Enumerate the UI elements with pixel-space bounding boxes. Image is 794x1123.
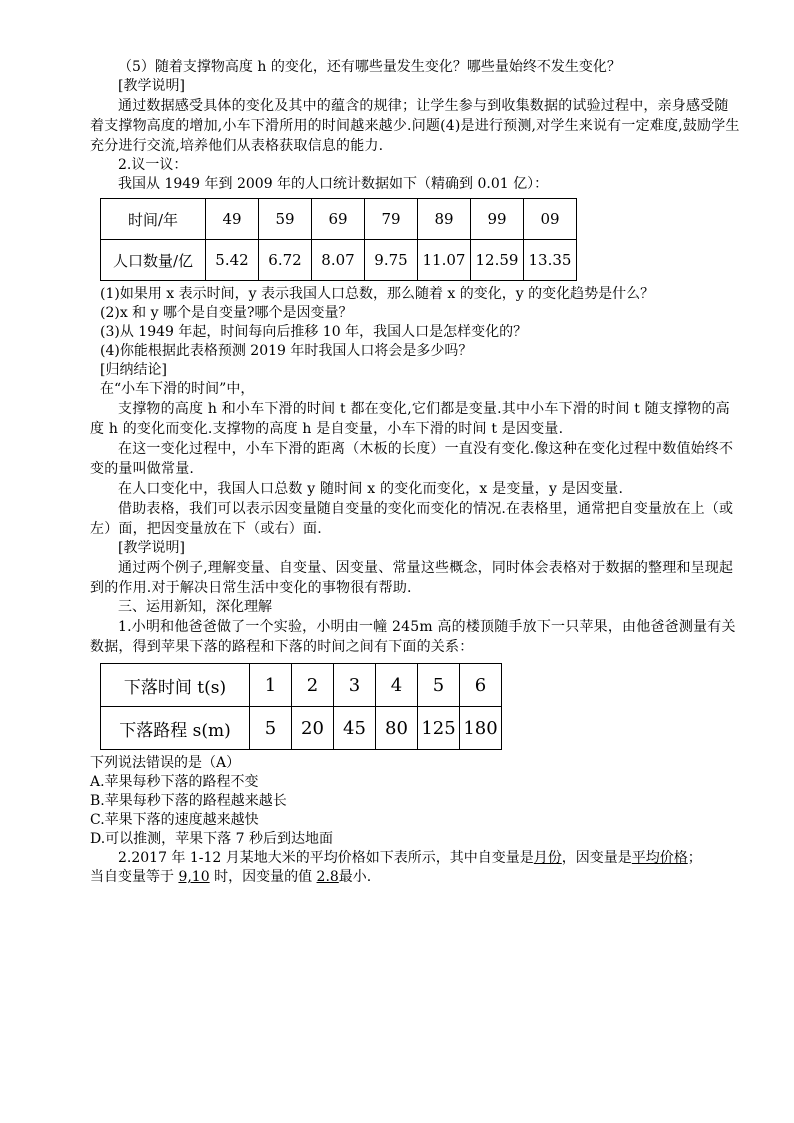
table-cell: 8.07 [312, 240, 365, 281]
table-cell: 3 [334, 664, 376, 707]
table-row [101, 240, 577, 281]
table-cell: 12.59 [471, 240, 524, 281]
teaching-note-heading: [教学说明] [118, 78, 185, 94]
option-c: C.苹果下落的速度越来越快 [90, 812, 259, 828]
conclusion-intro: 在“小车下滑的时间”中， [100, 381, 255, 397]
conclusion-paragraph-constant: 在这一变化过程中，小车下滑的距离（木板的长度）一直没有变化.像这种在变化过程中数值始终不变的量叫做常量. [90, 441, 734, 477]
teaching-note-paragraph: 通过数据感受具体的变化及其中的蕴含的规律；让学生参与到收集数据的试验过程中，亲身感受随着支撑物高度的增加,小车下滑所用的时间越来越少.问题(4)是进行预测,对学生来说有一定难度,鼓励学生充分进行交流,培养他们从表格获取信息的能力. [90, 98, 740, 154]
table-cell: 09 [524, 199, 577, 240]
section-heading-apply: 三、运用新知，深化理解 [118, 599, 272, 615]
document-page [90, 58, 740, 887]
conclusion-paragraph-table: 借助表格，我们可以表示因变量随自变量的变化而变化的情况.在表格里，通常把自变量放在上（或左）面，把因变量放在下（或右）面. [90, 501, 734, 537]
table-cell: 59 [259, 199, 312, 240]
table-row [101, 199, 577, 240]
teaching-note-heading-2: [教学说明] [118, 540, 185, 556]
option-a: A.苹果每秒下落的路程不变 [90, 774, 259, 790]
conclusion-heading: [归纳结论] [100, 362, 167, 378]
table-cell: 125 [418, 707, 460, 750]
table-cell: 89 [418, 199, 471, 240]
discussion-question-4: (4)你能根据此表格预测 2019 年时我国人口将会是多少吗？ [100, 343, 473, 359]
table-cell: 45 [334, 707, 376, 750]
answer-min-value: 2.8 [316, 869, 339, 885]
exercise-2-line-1: 2.2017 年 1-12 月某地大米的平均价格如下表所示，其中自变量是月份，因变量是平均价格； [118, 850, 702, 866]
table-cell: 80 [376, 707, 418, 750]
table-cell: 2 [292, 664, 334, 707]
table-cell: 6.72 [259, 240, 312, 281]
table-row [101, 707, 502, 750]
answer-independent-variable: 月份 [533, 850, 562, 866]
conclusion-paragraph-variables: 支撑物的高度 h 和小车下滑的时间 t 都在变化,它们都是变量.其中小车下滑的时间 t 随支撑物的高度 h 的变化而变化.支撑物的高度 h 是自变量，小车下滑的时间 t 是因变量. [90, 401, 730, 437]
table-cell: 5 [418, 664, 460, 707]
conclusion-paragraph-population: 在人口变化中，我国人口总数 y 随时间 x 的变化而变化，x 是变量，y 是因变量. [118, 481, 624, 497]
table-cell: 11.07 [418, 240, 471, 281]
discussion-question-1: (1)如果用 x 表示时间，y 表示我国人口总数，那么随着 x 的变化，y 的变化趋势是什么？ [100, 286, 655, 302]
table-cell: 79 [365, 199, 418, 240]
teaching-note-paragraph-2: 通过两个例子,理解变量、自变量、因变量、常量这些概念，同时体会表格对于数据的整理和呈现起到的作用.对于解决日常生活中变化的事物很有帮助. [90, 560, 734, 596]
row-header-distance: 下落路程 s(m) [101, 707, 250, 750]
table-cell: 20 [292, 707, 334, 750]
table-cell: 6 [460, 664, 502, 707]
table-cell: 13.35 [524, 240, 577, 281]
exercise-1-text: 1.小明和他爸爸做了一个实验，小明由一幢 245m 高的楼顶随手放下一只苹果，由他爸爸测量有关数据，得到苹果下落的路程和下落的时间之间有下面的关系： [90, 619, 736, 655]
table-cell: 180 [460, 707, 502, 750]
discussion-heading: 2.议一议： [118, 157, 188, 173]
discussion-question-3: (3)从 1949 年起，时间每向后推移 10 年，我国人口是怎样变化的？ [100, 324, 528, 340]
option-b: B.苹果每秒下落的路程越来越长 [90, 793, 287, 809]
row-header-year: 时间/年 [101, 199, 206, 240]
table-cell: 4 [376, 664, 418, 707]
question-5: （5）随着支撑物高度 h 的变化，还有哪些量发生变化？哪些量始终不发生变化？ [118, 59, 621, 75]
discussion-question-2: (2)x 和 y 哪个是自变量?哪个是因变量？ [100, 305, 353, 321]
exercise-1-prompt: 下列说法错误的是（A） [90, 755, 241, 771]
table-cell: 69 [312, 199, 365, 240]
table-cell: 5.42 [206, 240, 259, 281]
table-cell: 9.75 [365, 240, 418, 281]
row-header-population: 人口数量/亿 [101, 240, 206, 281]
table-row [101, 664, 502, 707]
table-cell: 1 [250, 664, 292, 707]
answer-months: 9,10 [178, 869, 210, 885]
population-intro: 我国从 1949 年到 2009 年的人口统计数据如下（精确到 0.01 亿）： [118, 176, 549, 192]
answer-dependent-variable: 平均价格 [631, 850, 688, 866]
table-cell: 99 [471, 199, 524, 240]
row-header-time: 下落时间 t(s) [101, 664, 250, 707]
table-cell: 5 [250, 707, 292, 750]
option-d: D.可以推测，苹果下落 7 秒后到达地面 [90, 831, 333, 847]
exercise-2-line-2: 当自变量等于 9,10 时，因变量的值 2.8最小. [90, 869, 372, 885]
population-table [100, 198, 577, 281]
falling-apple-table [100, 663, 502, 750]
table-cell: 49 [206, 199, 259, 240]
